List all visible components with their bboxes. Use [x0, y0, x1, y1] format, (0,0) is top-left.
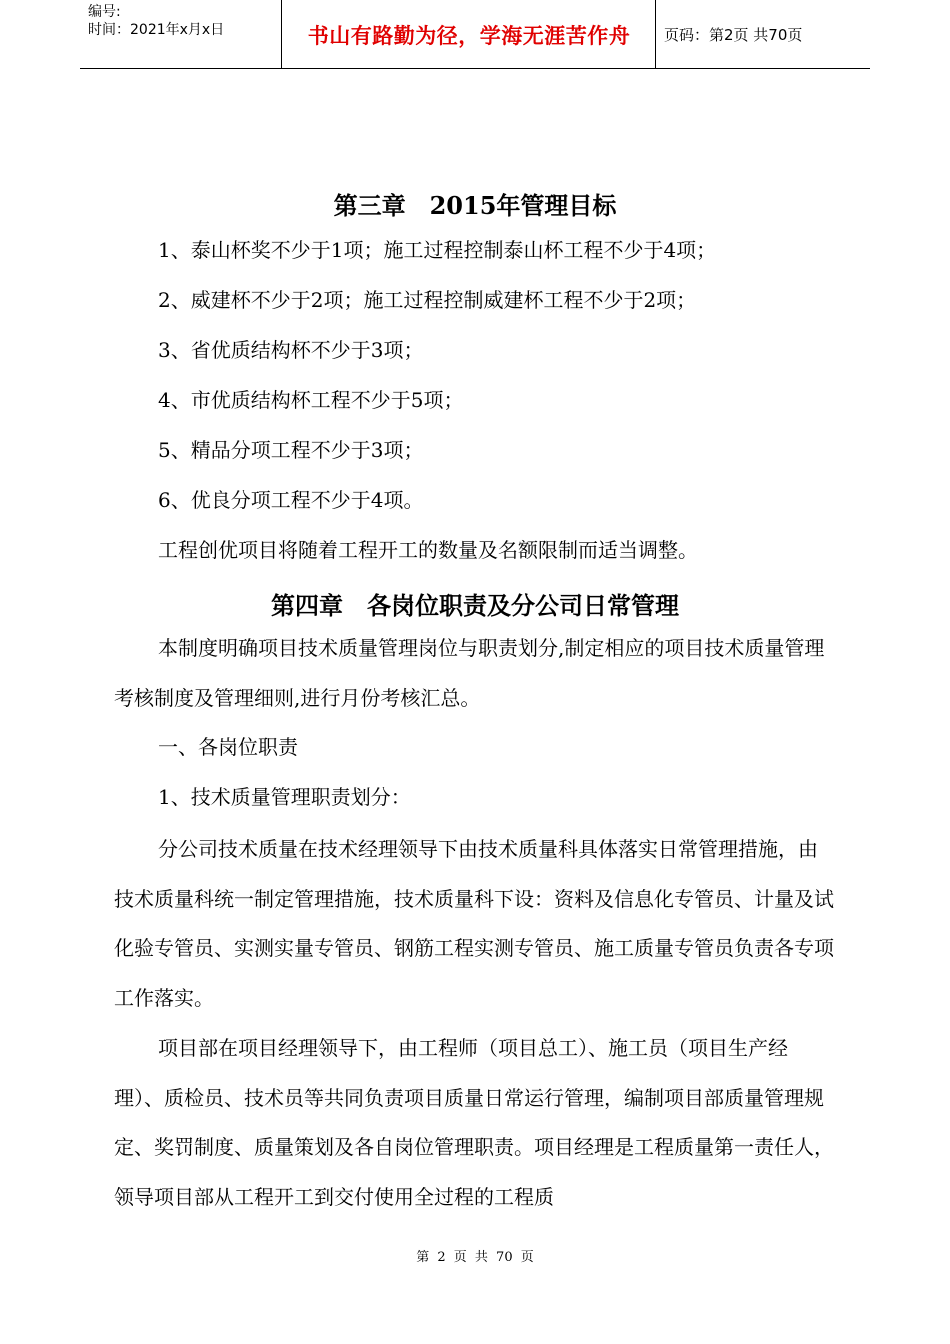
- page-footer: 第 2 页 共 70 页: [416, 1250, 534, 1265]
- header-divider: [281, 0, 282, 68]
- goal-note: 工程创优项目将随着工程开工的数量及名额限制而适当调整。: [158, 538, 698, 562]
- chapter4-title: 第四章 各岗位职责及分公司日常管理: [271, 591, 679, 620]
- header-divider: [655, 0, 656, 68]
- body-paragraph: 分公司技术质量在技术经理领导下由技术质量科具体落实日常管理措施，由技术质量科统一制定管理措施，技术质量科下设：资料及信息化专管员、计量及试化验专管员、实测实量专管员、钢筋工程实测专管员、施工质量专管员负责各专项工作落实。: [114, 837, 834, 1010]
- page-header: [80, 0, 870, 69]
- chapter4-intro: 本制度明确项目技术质量管理岗位与职责划分,制定相应的项目技术质量管理考核制度及管理细则,进行月份考核汇总。: [114, 636, 825, 710]
- header-page-label: 页码：第2页 共70页: [664, 26, 803, 44]
- header-meta: [88, 3, 224, 39]
- goal-item: 1、泰山杯奖不少于1项；施工过程控制泰山杯工程不少于4项；: [158, 238, 717, 262]
- section-heading: 一、各岗位职责: [158, 735, 298, 759]
- header-motto: 书山有路勤为径，学海无涯苦作舟: [307, 24, 631, 48]
- goal-item: 4、市优质结构杯工程不少于5项；: [158, 388, 464, 412]
- document-number-label: 编号:: [88, 4, 121, 20]
- document-date-label: 时间：2021年x月x日: [88, 22, 225, 38]
- subsection-heading: 1、技术质量管理职责划分：: [158, 785, 411, 809]
- goal-item: 6、优良分项工程不少于4项。: [158, 488, 424, 512]
- goal-item: 5、精品分项工程不少于3项；: [158, 438, 424, 462]
- body-paragraph: 项目部在项目经理领导下，由工程师（项目总工）、施工员（项目生产经理）、质检员、技术员等共同负责项目质量日常运行管理，编制项目部质量管理规定、奖罚制度、质量策划及各自岗位管理职责。项目经理是工程质量第一责任人，领导项目部从工程开工到交付使用全过程的工程质: [114, 1036, 834, 1209]
- chapter3-title: 第三章 2015年管理目标: [333, 191, 617, 220]
- goal-item: 2、威建杯不少于2项；施工过程控制威建杯工程不少于2项；: [158, 288, 697, 312]
- goal-item: 3、省优质结构杯不少于3项；: [158, 338, 424, 362]
